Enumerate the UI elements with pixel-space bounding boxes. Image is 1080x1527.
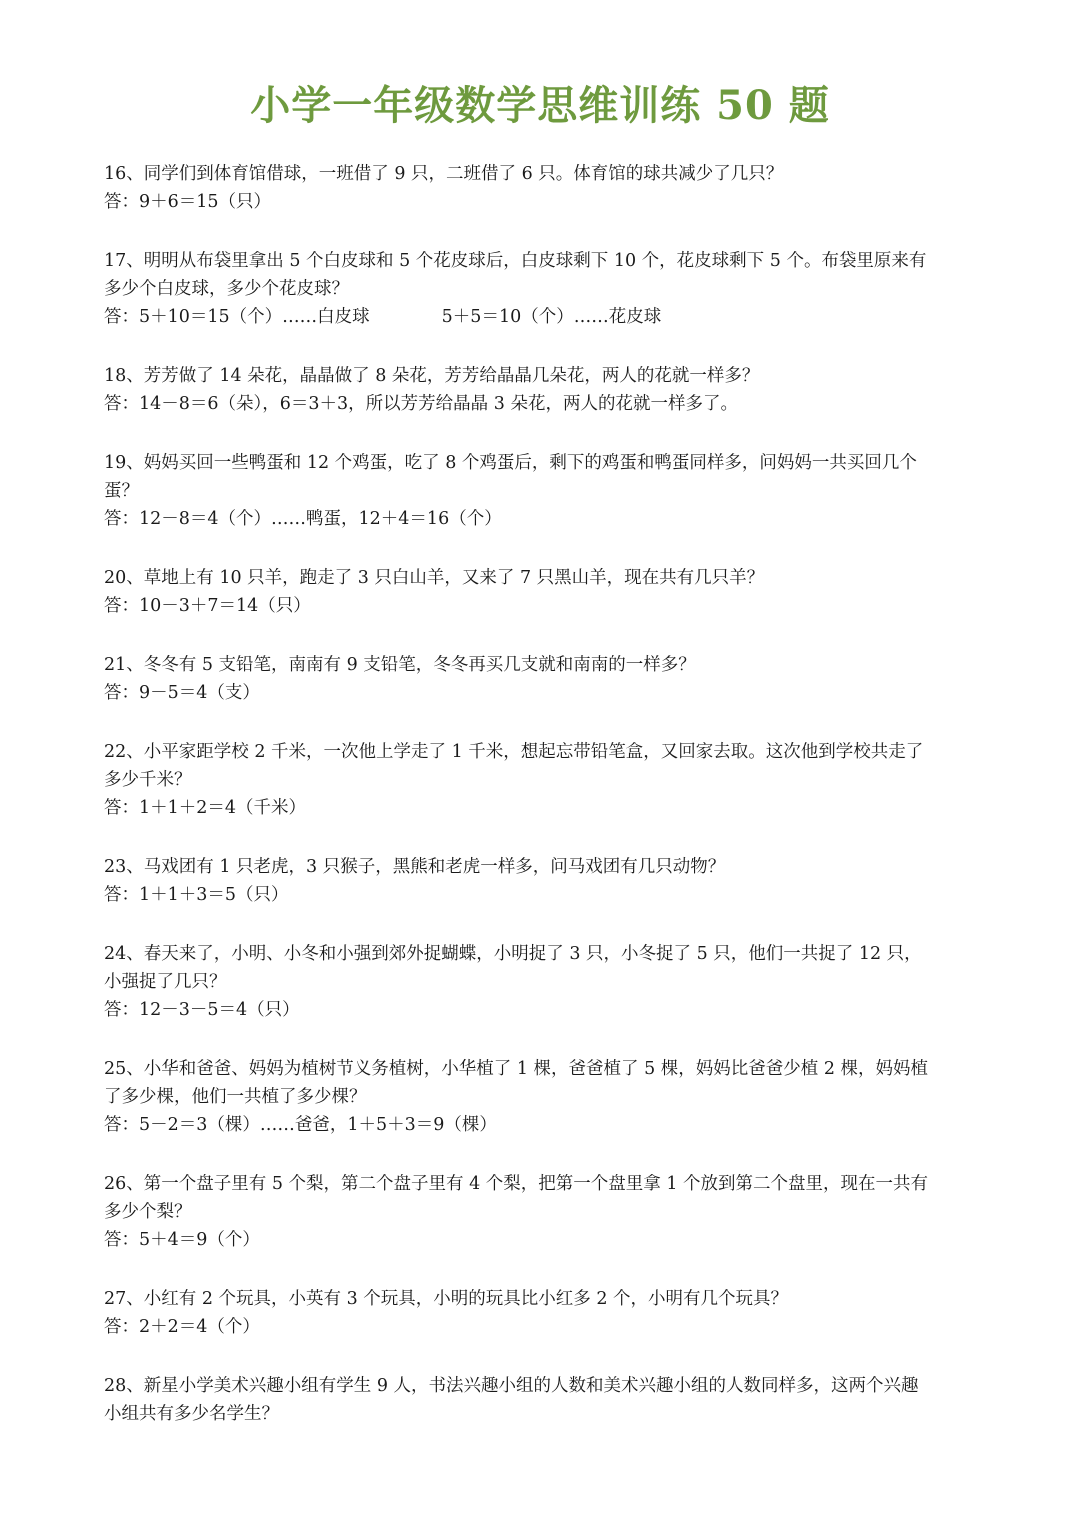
question-text-continued: 多少千米？ <box>104 770 192 790</box>
question-item-23 <box>104 853 984 909</box>
question-item-20 <box>104 564 984 620</box>
answer-text-extra: 5＋5＝10（个）……花皮球 <box>441 307 662 327</box>
question-text: 18、芳芳做了 14 朵花，晶晶做了 8 朵花，芳芳给晶晶几朵花，两人的花就一样多？ <box>104 366 760 386</box>
question-item-27 <box>104 1285 984 1341</box>
question-text: 16、同学们到体育馆借球，一班借了 9 只，二班借了 6 只。体育馆的球共减少了几只？ <box>104 164 784 184</box>
answer-text: 答：5＋10＝15（个）……白皮球 <box>104 307 370 327</box>
question-text-continued: 小组共有多少名学生？ <box>104 1404 279 1424</box>
question-text-continued: 多少个梨？ <box>104 1202 192 1222</box>
answer-text: 答：1＋1＋3＝5（只） <box>104 885 289 905</box>
answer-text: 答：9＋6＝15（只） <box>104 192 272 212</box>
answer-row <box>104 303 984 331</box>
question-item-19 <box>104 449 984 533</box>
question-text: 17、明明从布袋里拿出 5 个白皮球和 5 个花皮球后，白皮球剩下 10 个，花皮球剩下 5 个。布袋里原来有 <box>104 251 927 271</box>
question-text: 26、第一个盘子里有 5 个梨，第二个盘子里有 4 个梨，把第一个盘里拿 1 个放到第二个盘里，现在一共有 <box>104 1174 929 1194</box>
question-text-continued: 小强捉了几只？ <box>104 972 227 992</box>
answer-text: 答：10－3＋7＝14（只） <box>104 596 311 616</box>
answer-text: 答：12－8＝4（个）……鸭蛋，12＋4＝16（个） <box>104 509 502 529</box>
question-item-17 <box>104 247 984 331</box>
question-item-25 <box>104 1055 984 1139</box>
question-text-continued: 蛋？ <box>104 481 139 501</box>
question-text: 22、小平家距学校 2 千米，一次他上学走了 1 千米，想起忘带铅笔盒，又回家去取。这次他到学校共走了 <box>104 742 924 762</box>
question-item-22 <box>104 738 984 822</box>
page-title: 小学一年级数学思维训练 50 题 <box>250 82 830 129</box>
question-text: 19、妈妈买回一些鸭蛋和 12 个鸡蛋，吃了 8 个鸡蛋后，剩下的鸡蛋和鸭蛋同样多，问妈妈一共买回几个 <box>104 453 917 473</box>
answer-text: 答：5－2＝3（棵）……爸爸，1＋5＋3＝9（棵） <box>104 1115 497 1135</box>
answer-text: 答：5＋4＝9（个） <box>104 1230 260 1250</box>
question-text: 21、冬冬有 5 支铅笔，南南有 9 支铅笔，冬冬再买几支就和南南的一样多？ <box>104 655 696 675</box>
answer-text: 答：12－3－5＝4（只） <box>104 1000 300 1020</box>
question-text-continued: 多少个白皮球，多少个花皮球？ <box>104 279 349 299</box>
question-item-16 <box>104 160 984 216</box>
answer-text: 答：1＋1＋2＝4（千米） <box>104 798 307 818</box>
question-item-18 <box>104 362 984 418</box>
question-item-24 <box>104 940 984 1024</box>
question-text: 27、小红有 2 个玩具，小英有 3 个玩具，小明的玩具比小红多 2 个，小明有几个玩具？ <box>104 1289 789 1309</box>
question-text: 24、春天来了，小明、小冬和小强到郊外捉蝴蝶，小明捉了 3 只，小冬捉了 5 只，他们一共捉了 12 只， <box>104 944 922 964</box>
answer-text: 答：2＋2＝4（个） <box>104 1317 260 1337</box>
question-item-21 <box>104 651 984 707</box>
question-list <box>104 160 984 1459</box>
question-item-26 <box>104 1170 984 1254</box>
question-text-continued: 了多少棵，他们一共植了多少棵？ <box>104 1087 367 1107</box>
question-item-28 <box>104 1372 984 1428</box>
question-text: 25、小华和爸爸、妈妈为植树节义务植树，小华植了 1 棵，爸爸植了 5 棵，妈妈比爸爸少植 2 棵，妈妈植 <box>104 1059 929 1079</box>
question-text: 28、新星小学美术兴趣小组有学生 9 人，书法兴趣小组的人数和美术兴趣小组的人数同样多，这两个兴趣 <box>104 1376 919 1396</box>
question-text: 23、马戏团有 1 只老虎，3 只猴子，黑熊和老虎一样多，问马戏团有几只动物？ <box>104 857 726 877</box>
answer-text: 答：14－8＝6（朵），6＝3＋3，所以芳芳给晶晶 3 朵花，两人的花就一样多了。 <box>104 394 738 414</box>
question-text: 20、草地上有 10 只羊，跑走了 3 只白山羊，又来了 7 只黑山羊，现在共有几只羊？ <box>104 568 765 588</box>
answer-text: 答：9－5＝4（支） <box>104 683 260 703</box>
